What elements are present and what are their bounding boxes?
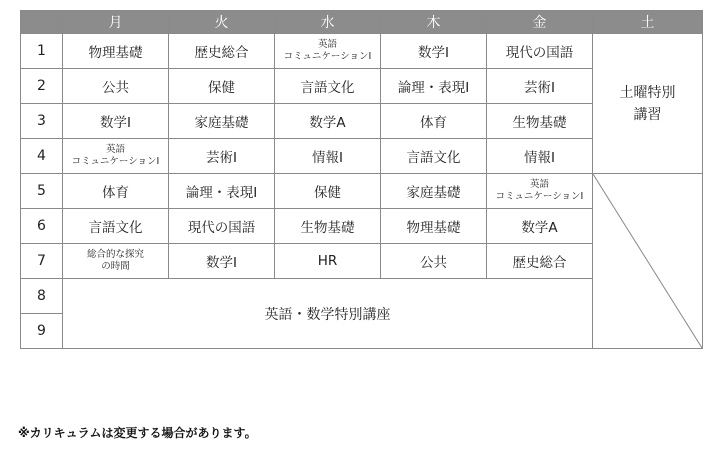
subject-cell-tuesday: 家庭基礎 — [169, 104, 275, 139]
subject-cell-tuesday: 保健 — [169, 69, 275, 104]
header-thursday: 木 — [381, 11, 487, 34]
subject-cell-friday: 数学A — [487, 209, 593, 244]
subject-cell-friday: 芸術Ⅰ — [487, 69, 593, 104]
subject-line: 総合的な探究 — [86, 249, 144, 260]
subject-cell-thursday: 物理基礎 — [381, 209, 487, 244]
period-row — [21, 34, 703, 69]
subject-cell-friday — [487, 174, 593, 209]
period-number: 5 — [21, 174, 63, 209]
header-tuesday: 火 — [169, 11, 275, 34]
subject-cell-thursday: 体育 — [381, 104, 487, 139]
period-row — [21, 174, 703, 209]
subject-cell-thursday: 論理・表現Ⅰ — [381, 69, 487, 104]
subject-cell-friday: 歴史総合 — [487, 244, 593, 279]
subject-line: 英語 — [105, 144, 125, 155]
saturday-line-2: 講習 — [633, 106, 662, 123]
subject-cell-wednesday: HR — [275, 244, 381, 279]
subject-cell-thursday: 公共 — [381, 244, 487, 279]
subject-cell-monday: 数学Ⅰ — [63, 104, 169, 139]
header-row — [21, 11, 703, 34]
subject-cell-monday: 言語文化 — [63, 209, 169, 244]
period-number: 6 — [21, 209, 63, 244]
subject-line: コミュニケーションⅠ — [283, 51, 372, 62]
period-number: 9 — [21, 314, 63, 349]
subject-cell-wednesday — [275, 34, 381, 69]
subject-cell-friday: 情報Ⅰ — [487, 139, 593, 174]
subject-cell-monday: 体育 — [63, 174, 169, 209]
timetable — [20, 10, 703, 349]
header-wednesday: 水 — [275, 11, 381, 34]
special-lecture-block: 英語・数学特別講座 — [63, 279, 593, 349]
saturday-line-1: 土曜特別 — [619, 84, 676, 101]
saturday-empty-cell — [593, 174, 703, 349]
subject-cell-tuesday: 数学Ⅰ — [169, 244, 275, 279]
subject-cell-wednesday: 生物基礎 — [275, 209, 381, 244]
period-number: 2 — [21, 69, 63, 104]
curriculum-note: ※カリキュラムは変更する場合があります。 — [18, 426, 257, 440]
period-number: 4 — [21, 139, 63, 174]
subject-line: コミュニケーションⅠ — [71, 156, 160, 167]
subject-cell-monday — [63, 139, 169, 174]
subject-cell-monday: 公共 — [63, 69, 169, 104]
period-number: 8 — [21, 279, 63, 314]
subject-cell-thursday: 数学Ⅰ — [381, 34, 487, 69]
subject-line: 英語 — [529, 179, 549, 190]
subject-line: コミュニケーションⅠ — [495, 191, 584, 202]
header-monday: 月 — [63, 11, 169, 34]
subject-cell-tuesday: 論理・表現Ⅰ — [169, 174, 275, 209]
subject-cell-wednesday: 保健 — [275, 174, 381, 209]
subject-cell-wednesday: 言語文化 — [275, 69, 381, 104]
period-number: 1 — [21, 34, 63, 69]
subject-cell-thursday: 言語文化 — [381, 139, 487, 174]
subject-cell-tuesday: 芸術Ⅰ — [169, 139, 275, 174]
subject-cell-wednesday: 情報Ⅰ — [275, 139, 381, 174]
subject-line: 英語 — [317, 39, 337, 50]
period-number: 3 — [21, 104, 63, 139]
saturday-special-course — [593, 34, 703, 174]
header-corner — [21, 11, 63, 34]
subject-cell-monday — [63, 244, 169, 279]
subject-cell-friday: 生物基礎 — [487, 104, 593, 139]
subject-cell-thursday: 家庭基礎 — [381, 174, 487, 209]
subject-line: の時間 — [101, 261, 130, 272]
subject-cell-tuesday: 現代の国語 — [169, 209, 275, 244]
subject-cell-friday: 現代の国語 — [487, 34, 593, 69]
subject-cell-monday: 物理基礎 — [63, 34, 169, 69]
header-friday: 金 — [487, 11, 593, 34]
subject-cell-tuesday: 歴史総合 — [169, 34, 275, 69]
subject-cell-wednesday: 数学A — [275, 104, 381, 139]
header-saturday: 土 — [593, 11, 703, 34]
diagonal-slash — [593, 174, 702, 348]
period-number: 7 — [21, 244, 63, 279]
